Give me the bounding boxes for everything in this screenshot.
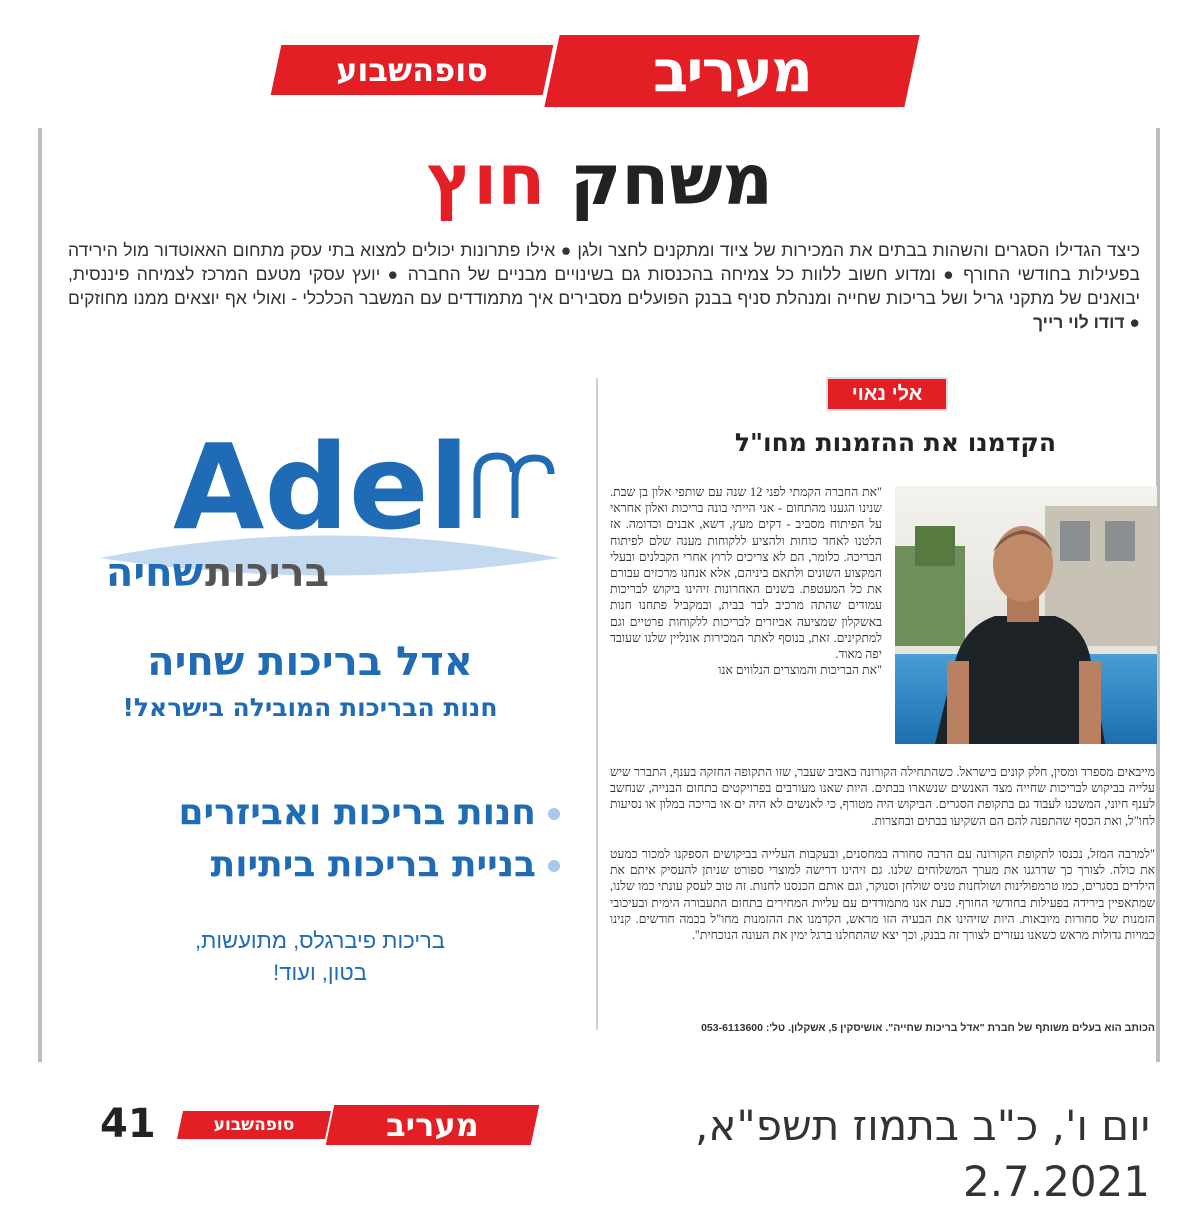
adel-logo-graphic — [95, 418, 565, 598]
author-photo — [895, 486, 1157, 744]
page-number: 41 — [100, 1101, 156, 1147]
footer-date: יום ו', כ"ב בתמוז תשפ"א, 2.7.2021 — [695, 1101, 1150, 1206]
bullet-dot-icon — [548, 808, 560, 820]
adel-logo — [95, 418, 565, 598]
footer-masthead — [180, 1105, 535, 1145]
photo-illustration — [895, 486, 1157, 744]
article-paragraph-narrow — [610, 484, 882, 678]
article-paragraph-wide-1: מייבאים מספרד ומסין, חלק קונים בישראל. כשהתחילה הקורונה באביב שעבר, שזו התקופה החזקה בענף, התברר שיש עלייה בביקוש לבריכות שחייה מצד האנשים שנשארו בבתים. היות שאנו מעורבים בפרויקטים בתחום הבנייה, שנחשב לענף חיוני, המשכנו לעבוד גם בתקופת הסגרים. הביקוש היה מטורף, כי לאנשים לא היה ים או בריכה במלון או נסיעות לחו"ל, ואת הכסף שהתפנה להם הם השקיעו בבתים ובחצרות. — [610, 765, 1155, 828]
deck-body: כיצד הגדילו הסגרים והשהות בבתים את המכירות של ציוד ומתקנים לחצר ולגן ● אילו פתרונות יכולים למצוא בתי עסק מתחום האאוטדור מול הירידה בפעילות בחודשי החורף ● ומדוע חשוב ללוות כל צמיחה בהכנסות גם בשינויים מבניים של החברה ● יועץ עסקי מטעם המרכז לצמיחה פיננסית, יבואנים של מתקני גריל ושל בריכות שחייה ומנהלת סניף בבנק הפועלים מסבירים איך מתמודדים עם המשבר הכלכלי - ואולי אף יוצאים ממנו מחוזקים ● — [68, 240, 1140, 332]
narrow-paragraph-end: "את הבריכות והמוצרים הנלווים אנו — [718, 663, 882, 678]
headline-part1: משחק — [569, 139, 774, 221]
ad-bullet-2 — [100, 842, 560, 888]
page-title — [300, 140, 900, 220]
footer-masthead-logo — [326, 1105, 540, 1145]
ad-bullet-2-text: בניית בריכות ביתיות — [210, 844, 536, 885]
masthead-name: מעריב — [653, 37, 811, 105]
adel-logo-word: Adel — [173, 418, 470, 556]
ad-subtitle: חנות הבריכות המובילה בישראל! — [122, 693, 498, 722]
ad-small-line-2: בטון, ועוד! — [273, 960, 367, 985]
author-name: אלי נאוי — [851, 382, 923, 405]
pool-ladder-icon — [477, 456, 551, 518]
article-paragraph-wide-2: "למרבה המזל, נכנסו לתקופת הקורונה עם הרבה סחורה במחסנים, ובעקבות העלייה בביקושים הספקנו למכור כמעט את כולה. לצורך כך שדרגנו את מערך המשלוחים שלנו. גם זיהינו דרישה למוצרי ספורט שניתן להעסיק איתם את הילדים בסגרים, כמו טרמפולינות ושולחנות טניס שולחן וסנוקר, וגם אותם הכנסנו לחנות. זה טוב לעסק עונתי כמו שלנו, שמתאפיין בירידה בפעילות בחודשי החורף. כעת אנו מתמודדים עם עליות המחירים בתחום התעבורה הימית ובעיכובי הזמנות של סחורות מיובאות. היות שזיהינו את הבעיה הזו מראש, הקדמנו את ההזמנות מחו"ל בכמה חודשים. קנינו כמויות גדולות מראש כשאנו נעזרים לצורך זה בבנק, וכך יצא שהתחלנו ברגל ימין את העונה הנוכחית". — [610, 847, 1155, 943]
byline: דודו לוי רייך — [1032, 312, 1125, 332]
footer-supplement-name: סופהשבוע — [213, 1115, 295, 1135]
footer-masthead-name: מעריב — [386, 1106, 479, 1144]
supplement-logo — [271, 45, 554, 95]
narrow-paragraph-text: "את החברה הקמתי לפני 12 שנה עם שותפי אלון בן שבת. שנינו הגענו מהתחום - אני הייתי בונה בריכות ואלון אחראי על הפיתוח מסביב - דקים מעץ, דשא, אבנים וכדומה. אז הלטנו לאחד כוחות ולהציע ללקוחות מענה שלם לפיתוח הבריכה. כלומר, הם לא צריכים לרוץ אחרי הקבלנים ובעלי המקצוע השונים ולתאם ביניהם, אלא אנחנו מרכזים עבורם את כל המעטפת. בשנים האחרונות זיהינו ביקוש לבריכות עמודים שהתה מרכיב לבר בבית, ובמקביל פתחנו חנות באשקלון שמציעה אביזרים לבריכות ללקוחות פרטיים וגם למתקינים. זאת, בנוסף לאתר המכירות אונליין שלנו שעובד יפה מאוד. — [610, 485, 883, 662]
article-title: הקדמנו את ההזמנות מחו"ל — [734, 428, 1056, 457]
left-page-rule — [38, 128, 42, 1062]
adel-tagline-1: בריכות — [205, 550, 329, 596]
article-credit: הכותב הוא בעלים משותף של חברת "אדל בריכות שחייה". אושיסקין 5, אשקלון. טל': 053-6113600 — [701, 1022, 1155, 1034]
supplement-name: סופהשבוע — [336, 51, 488, 89]
headline-part2: חוץ — [426, 139, 546, 221]
adel-tagline-2: שחיה — [105, 550, 203, 596]
bullet-dot-icon — [548, 860, 560, 872]
masthead — [276, 35, 912, 107]
ad-bullet-1 — [100, 790, 560, 836]
column-divider — [596, 378, 598, 1030]
footer-supplement-logo — [177, 1111, 331, 1139]
deck-text — [68, 238, 1140, 334]
author-tag — [826, 377, 948, 411]
ad-bullet-1-text: חנות בריכות ואביזרים — [178, 792, 536, 833]
masthead-logo — [544, 35, 919, 107]
ad-title: אדל בריכות שחיה — [147, 639, 473, 685]
ad-small-line-1: בריכות פיברגלס, מתועשות, — [195, 928, 445, 953]
